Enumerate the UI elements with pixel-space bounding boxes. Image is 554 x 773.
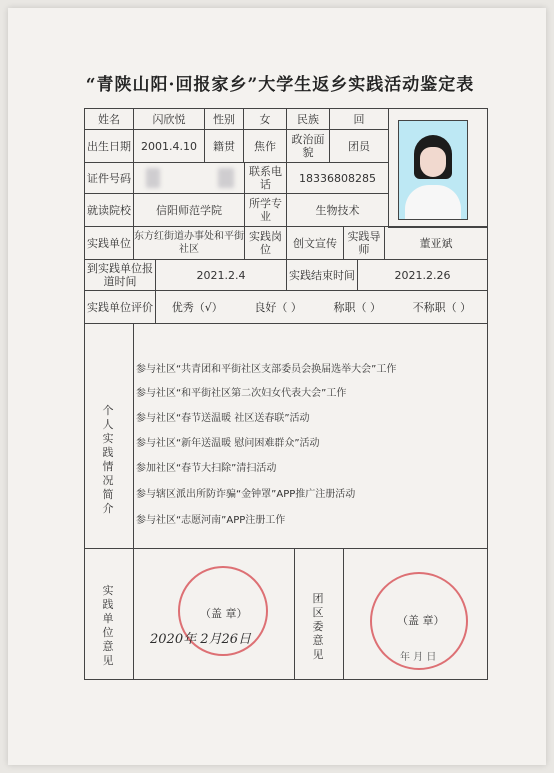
end-value: 2021.2.26 — [357, 259, 488, 291]
unit-label: 实践单位 — [84, 226, 134, 260]
mentor-label: 实践导师 — [343, 226, 385, 260]
political-value: 团员 — [329, 129, 389, 163]
phone-value: 18336808285 — [286, 162, 389, 194]
birth-value: 2001.4.10 — [133, 129, 205, 163]
unit-opinion-label: 实践单位意见 — [102, 584, 114, 667]
evaluation-option-competent: 称职（ ） — [333, 300, 382, 314]
evaluation-label: 实践单位评价 — [84, 290, 156, 324]
gender-value: 女 — [243, 108, 287, 130]
activity-6: 参与辖区派出所防诈骗“金钟罩”APP推广注册活动 — [136, 489, 356, 500]
post-value: 创文宣传 — [286, 226, 344, 260]
hometown-value: 焦作 — [243, 129, 287, 163]
start-value: 2021.2.4 — [155, 259, 287, 291]
league-opinion-label: 团区委意见 — [312, 592, 324, 661]
evaluation-option-incompetent: 不称职（ ） — [412, 300, 472, 314]
start-label: 到实践单位报道时间 — [84, 259, 156, 291]
page-title: “青陕山阳·回报家乡”大学生返乡实践活动鉴定表 — [85, 75, 475, 95]
evaluation-option-excellent: 优秀（√） — [171, 300, 223, 314]
gender-label: 性别 — [204, 108, 244, 130]
unit-seal-note: （盖 章） — [200, 607, 248, 620]
phone-label: 联系电话 — [244, 162, 287, 194]
evaluation-options — [155, 290, 488, 324]
applicant-photo — [398, 120, 468, 220]
activity-4: 参与社区“新年送温暖 慰问困难群众”活动 — [136, 438, 320, 449]
school-value: 信阳师范学院 — [133, 193, 245, 227]
activity-3: 参与社区“春节送温暖 社区送春联”活动 — [136, 413, 310, 424]
id-redaction-1 — [146, 168, 160, 188]
summary-label: 个人实践情况简介 — [102, 404, 114, 515]
hometown-label: 籍贯 — [204, 129, 244, 163]
major-value: 生物技术 — [286, 193, 389, 227]
unit-value: 东方红街道办事处和平街社区 — [133, 226, 245, 260]
league-seal-note: （盖 章） — [397, 614, 445, 627]
activity-1: 参与社区“共青团和平街社区支部委员会换届选举大会”工作 — [136, 364, 397, 375]
school-label: 就读院校 — [84, 193, 134, 227]
id-redaction-2 — [218, 168, 234, 188]
ethnicity-label: 民族 — [286, 108, 330, 130]
activity-2: 参与社区“和平街社区第二次妇女代表大会”工作 — [136, 388, 347, 399]
evaluation-option-good: 良好（ ） — [254, 300, 302, 314]
major-label: 所学专业 — [244, 193, 287, 227]
activity-5: 参加社区“春节大扫除”清扫活动 — [136, 463, 277, 474]
name-label: 姓名 — [84, 108, 134, 130]
political-label: 政治面貌 — [286, 129, 330, 163]
unit-opinion-date: 2020年 2月26日 — [150, 632, 252, 647]
photo-body — [405, 185, 461, 220]
mentor-value: 董亚斌 — [384, 226, 488, 260]
birth-label: 出生日期 — [84, 129, 134, 163]
name-value: 闪欣悦 — [133, 108, 205, 130]
photo-face — [420, 147, 446, 177]
activity-7: 参与社区“志愿河南”APP注册工作 — [136, 515, 286, 526]
league-opinion-date: 年 月 日 — [400, 652, 437, 663]
ethnicity-value: 回 — [329, 108, 389, 130]
id-label: 证件号码 — [84, 162, 134, 194]
post-label: 实践岗位 — [244, 226, 287, 260]
end-label: 实践结束时间 — [286, 259, 358, 291]
